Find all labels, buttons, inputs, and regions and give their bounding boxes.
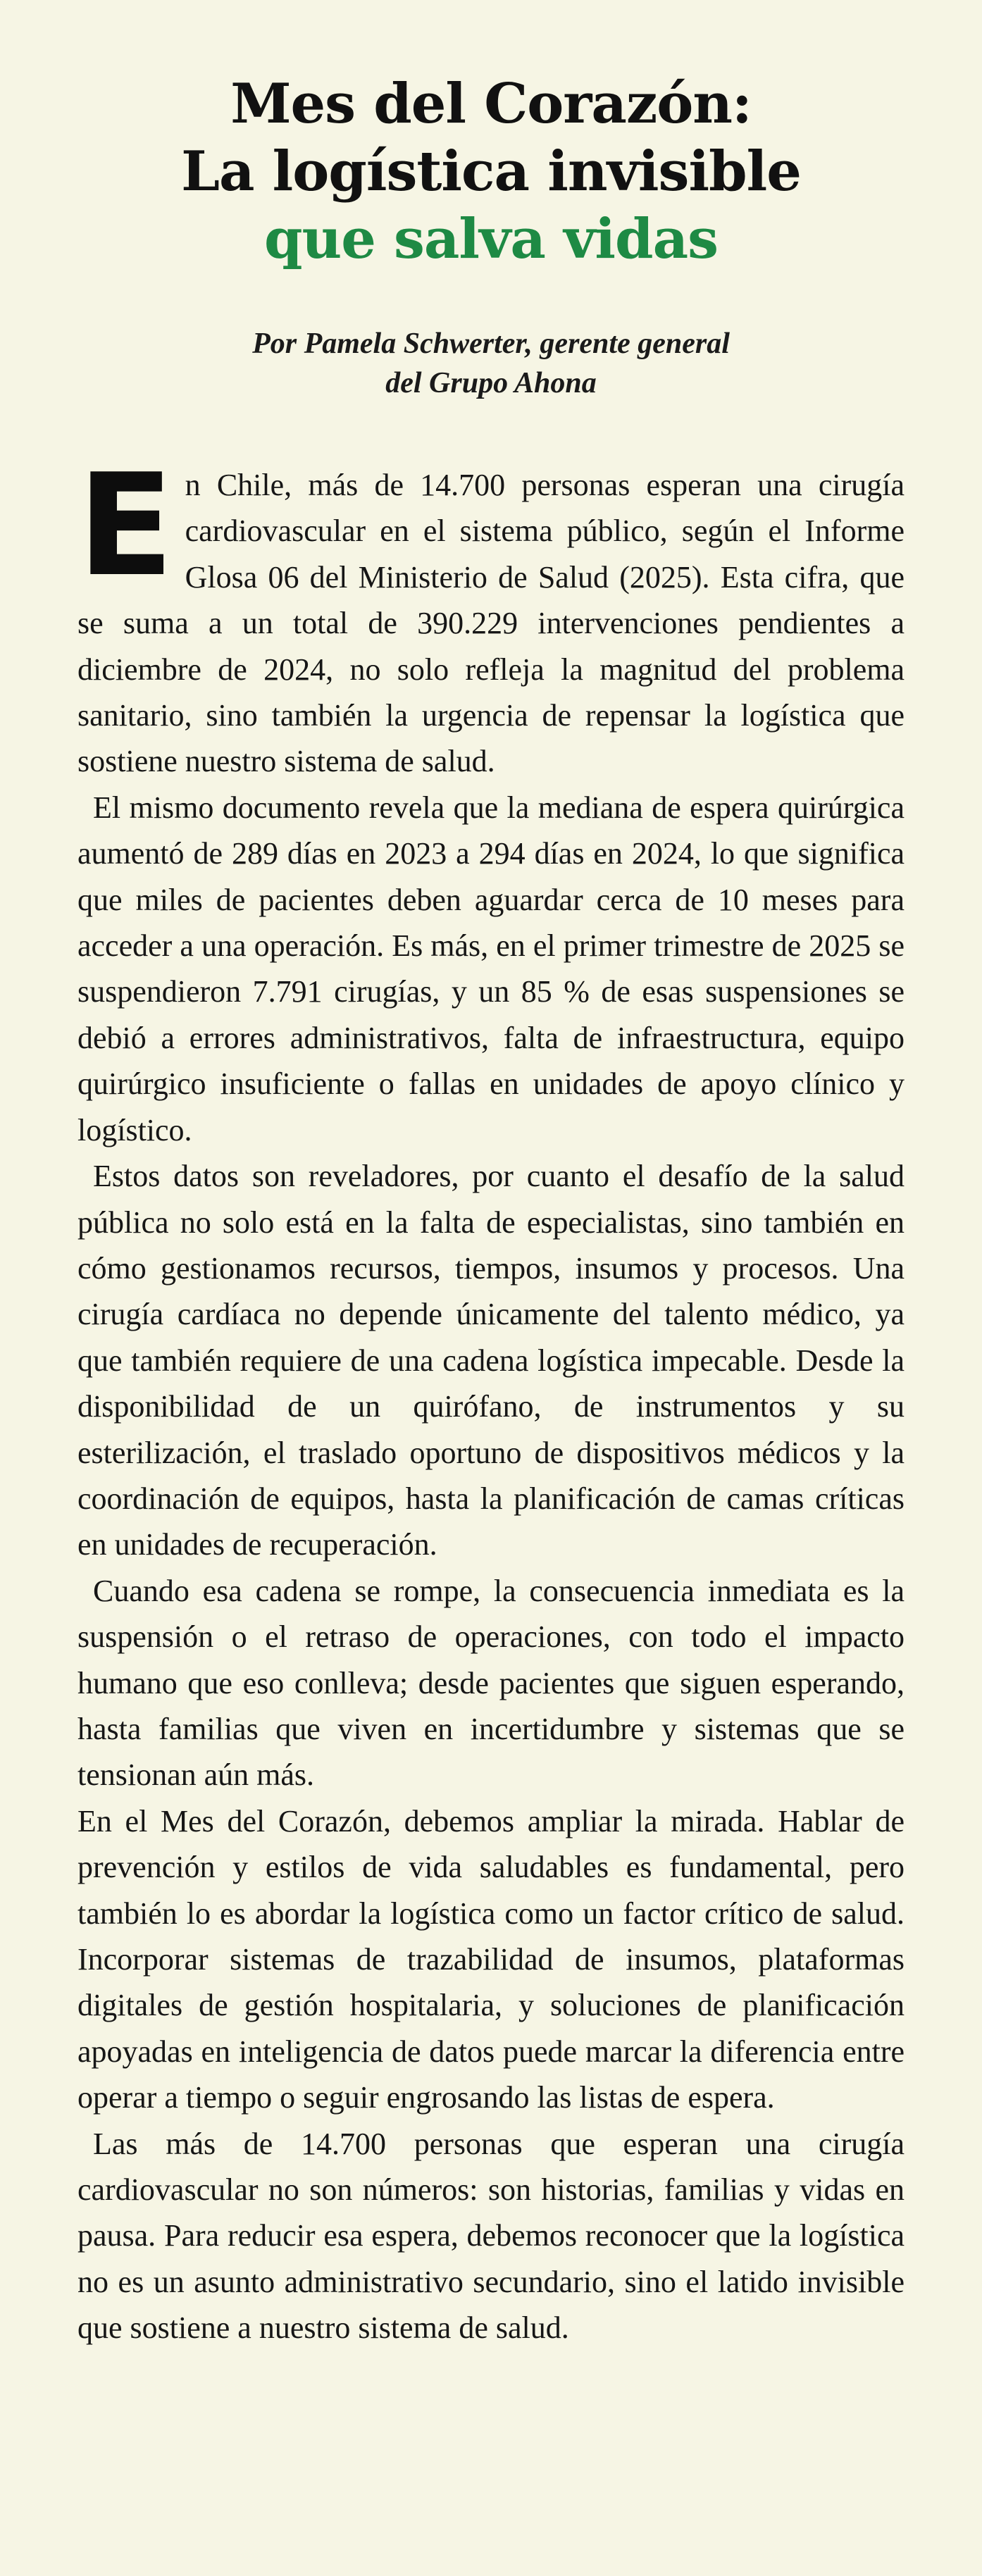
headline bbox=[77, 70, 905, 273]
paragraph-1 bbox=[77, 444, 905, 785]
byline bbox=[77, 324, 905, 403]
article-body bbox=[77, 444, 905, 2351]
paragraph-5: En el Mes del Corazón, debemos ampliar la mirada. Hablar de prevención y estilos de vida saludables es fundamental, pero también lo es abordar la logística como un factor crítico de salud. Incorporar sistemas de trazabilidad de insumos, plataformas digitales de gestión hospitalaria, y soluciones de planificación apoyadas en inteligencia de datos puede marcar la diferencia entre operar a tiempo o seguir engrosando las listas de espera. bbox=[77, 1803, 905, 2115]
byline-line-2: del Grupo Ahona bbox=[385, 367, 597, 399]
paragraph-6: Las más de 14.700 personas que esperan una cirugía cardiovascular no son números: son historias, familias y vidas en pausa. Para reducir esa espera, debemos reconocer que la logística no es un asunto administrativo secundario, sino el latido invisible que sostiene a nuestro sistema de salud. bbox=[77, 2126, 905, 2346]
drop-cap: E bbox=[77, 444, 174, 608]
byline-line-1: Por Pamela Schwerter, gerente general bbox=[252, 328, 730, 360]
headline-line-1: Mes del Corazón: bbox=[230, 72, 752, 136]
paragraph-2: El mismo documento revela que la mediana de espera quirúrgica aumentó de 289 días en 2023 a 294 días en 2024, lo que significa que miles de pacientes deben aguardar cerca de 10 meses para acceder a una operación. Es más, en el primer trimestre de 2025 se suspendieron 7.791 cirugías, y un 85 % de esas suspensiones se debió a errores administrativos, falta de infraestructura, equipo quirúrgico insuficiente o fallas en unidades de apoyo clínico y logístico. bbox=[77, 790, 905, 1147]
headline-line-2: La logística invisible bbox=[181, 139, 801, 204]
paragraph-3: Estos datos son reveladores, por cuanto el desafío de la salud pública no solo está en la falta de especialistas, sino también en cómo gestionamos recursos, tiempos, insumos y procesos. Una cirugía cardíaca no depende únicamente del talento médico, ya que también requiere de una cadena logística impecable. Desde la disponibilidad de un quirófano, de instrumentos y su esterilización, el traslado oportuno de dispositivos médicos y la coordinación de equipos, hasta la planificación de camas críticas en unidades de recuperación. bbox=[77, 1159, 905, 1562]
paragraph-1-text: n Chile, más de 14.700 personas esperan una cirugía cardiovascular en el sistema público, según el Informe Glosa 06 del Ministerio de Salud (2025). Esta cifra, que se suma a un total de 390.229 intervenciones pendientes a diciembre de 2024, no solo refleja la magnitud del problema sanitario, sino también la urgencia de repensar la logística que sostiene nuestro sistema de salud. bbox=[77, 468, 905, 779]
headline-line-3: que salva vidas bbox=[263, 207, 719, 271]
paragraph-4: Cuando esa cadena se rompe, la consecuencia inmediata es la suspensión o el retraso de operaciones, con todo el impacto humano que eso conlleva; desde pacientes que siguen esperando, hasta familias que viven en incertidumbre y sistemas que se tensionan aún más. bbox=[77, 1573, 905, 1793]
article bbox=[77, 70, 905, 2351]
